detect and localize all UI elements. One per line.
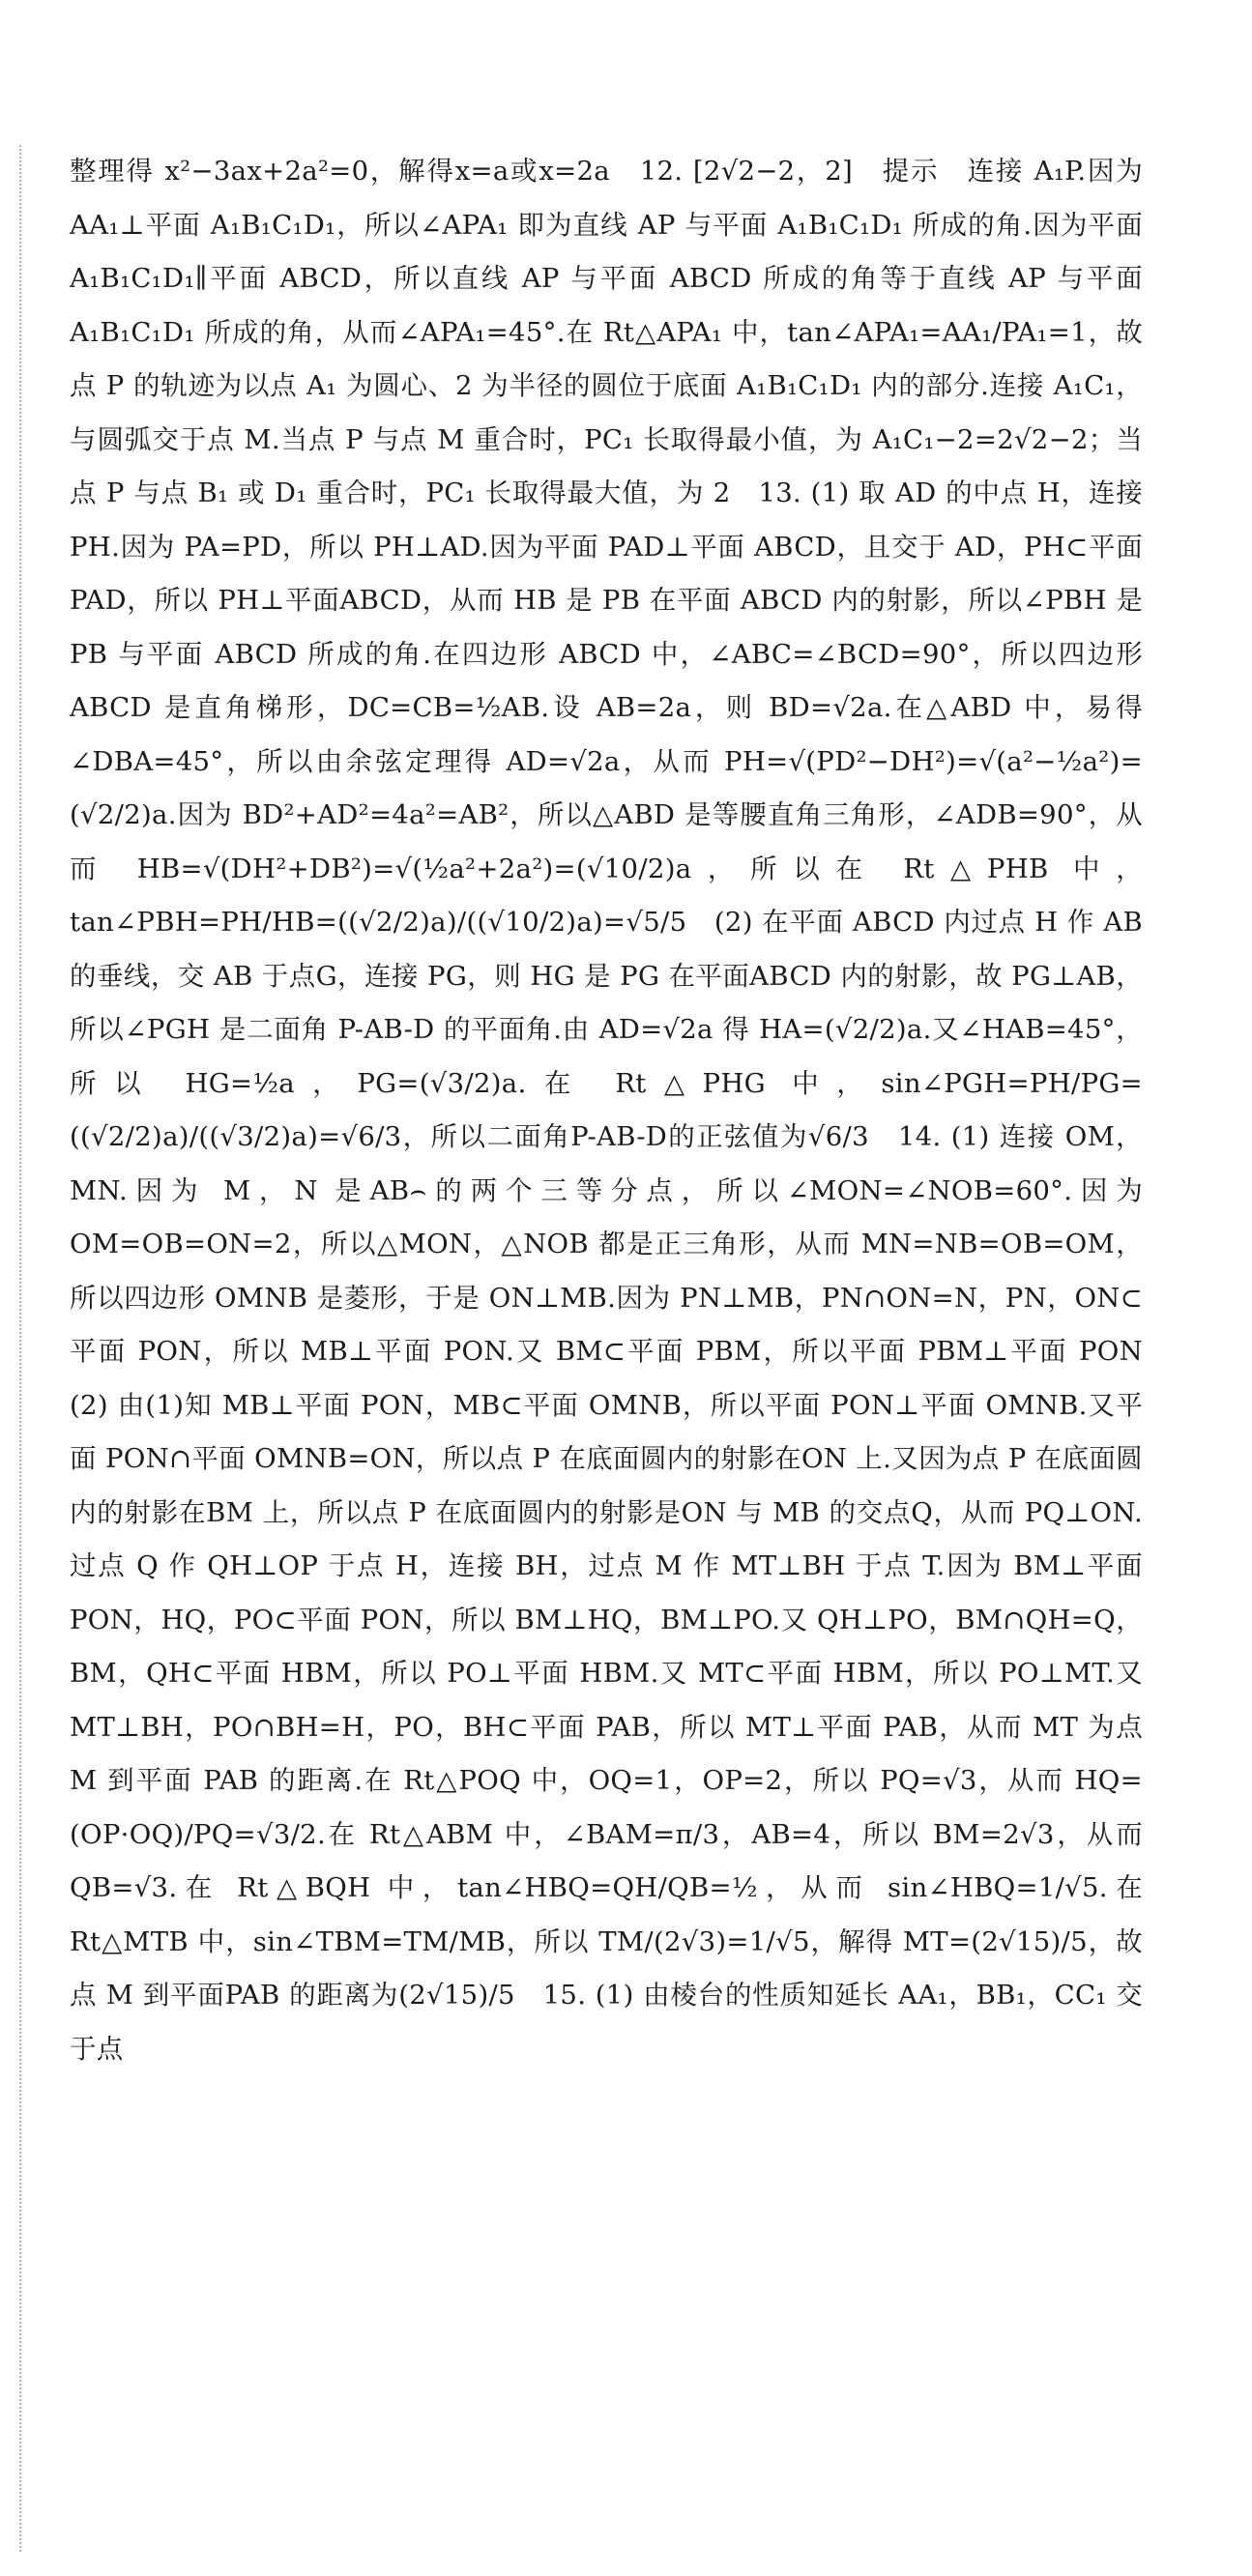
binding-margin-line: [19, 145, 21, 2552]
solution-paragraph: 整理得 x²−3ax+2a²=0，解得x=a或x=2a 12. [2√2−2，2] 提示 连接 A₁P.因为 AA₁⊥平面 A₁B₁C₁D₁，所以∠APA₁ 即为直线 AP 与平面 A₁B₁C₁D₁ 所成的角.因为平面 A₁B₁C₁D₁∥平面 ABCD，所以直线 AP 与平面 ABCD 所成的角等于直线 AP 与平面 A₁B₁C₁D₁ 所成的角，从而∠APA₁=45°.在 Rt△APA₁ 中，tan∠APA₁=AA₁/PA₁=1，故点 P 的轨迹为以点 A₁ 为圆心、2 为半径的圆位于底面 A₁B₁C₁D₁ 内的部分.连接 A₁C₁，与圆弧交于点 M.当点 P 与点 M 重合时，PC₁ 长取得最小值，为 A₁C₁−2=2√2−2；当点 P 与点 B₁ 或 D₁ 重合时，PC₁ 长取得最大值，为 2 13. (1) 取 AD 的中点 H，连接 PH.因为 PA=PD，所以 PH⊥AD.因为平面 PAD⊥平面 ABCD，且交于 AD，PH⊂平面 PAD，所以 PH⊥平面ABCD，从而 HB 是 PB 在平面 ABCD 内的射影，所以∠PBH 是 PB 与平面 ABCD 所成的角.在四边形 ABCD 中，∠ABC=∠BCD=90°，所以四边形 ABCD 是直角梯形，DC=CB=½AB.设 AB=2a，则 BD=√2a.在△ABD 中，易得∠DBA=45°，所以由余弦定理得 AD=√2a，从而 PH=√(PD²−DH²)=√(a²−½a²)=(√2/2)a.因为 BD²+AD²=4a²=AB²，所以△ABD 是等腰直角三角形，∠ADB=90°，从而 HB=√(DH²+DB²)=√(½a²+2a²)=(√10/2)a，所以在 Rt△PHB 中，tan∠PBH=PH/HB=((√2/2)a)/((√10/2)a)=√5/5 (2) 在平面 ABCD 内过点 H 作 AB 的垂线，交 AB 于点G，连接 PG，则 HG 是 PG 在平面ABCD 内的射影，故 PG⊥AB，所以∠PGH 是二面角 P-AB-D 的平面角.由 AD=√2a 得 HA=(√2/2)a.又∠HAB=45°，所以 HG=½a，PG=(√3/2)a.在 Rt△PHG 中，sin∠PGH=PH/PG=((√2/2)a)/((√3/2)a)=√6/3，所以二面角P-AB-D的正弦值为√6/3 14. (1) 连接 OM，MN.因为 M，N 是AB⌢的两个三等分点，所以∠MON=∠NOB=60°.因为 OM=OB=ON=2，所以△MON，△NOB 都是正三角形，从而 MN=NB=OB=OM，所以四边形 OMNB 是菱形，于是 ON⊥MB.因为 PN⊥MB，PN∩ON=N，PN，ON⊂平面 PON，所以 MB⊥平面 PON.又 BM⊂平面 PBM，所以平面 PBM⊥平面 PON (2) 由(1)知 MB⊥平面 PON，MB⊂平面 OMNB，所以平面 PON⊥平面 OMNB.又平面 PON∩平面 OMNB=ON，所以点 P 在底面圆内的射影在ON 上.又因为点 P 在底面圆内的射影在BM 上，所以点 P 在底面圆内的射影是ON 与 MB 的交点Q，从而 PQ⊥ON.过点 Q 作 QH⊥OP 于点 H，连接 BH，过点 M 作 MT⊥BH 于点 T.因为 BM⊥平面 PON，HQ，PO⊂平面 PON，所以 BM⊥HQ，BM⊥PO.又 QH⊥PO，BM∩QH=Q，BM，QH⊂平面 HBM，所以 PO⊥平面 HBM.又 MT⊂平面 HBM，所以 PO⊥MT.又 MT⊥BH，PO∩BH=H，PO，BH⊂平面 PAB，所以 MT⊥平面 PAB，从而 MT 为点M 到平面 PAB 的距离.在 Rt△POQ 中，OQ=1，OP=2，所以 PQ=√3，从而 HQ=(OP·OQ)/PQ=√3/2.在 Rt△ABM 中，∠BAM=π/3，AB=4，所以 BM=2√3，从而 QB=√3.在 Rt△BQH 中，tan∠HBQ=QH/QB=½，从而 sin∠HBQ=1/√5.在 Rt△MTB 中，sin∠TBM=TM/MB，所以 TM/(2√3)=1/√5，解得 MT=(2√15)/5，故点 M 到平面PAB 的距离为(2√15)/5 15. (1) 由棱台的性质知延长 AA₁，BB₁，CC₁ 交于点: [70, 156, 1170, 2065]
solution-text-block: [70, 145, 1170, 2076]
